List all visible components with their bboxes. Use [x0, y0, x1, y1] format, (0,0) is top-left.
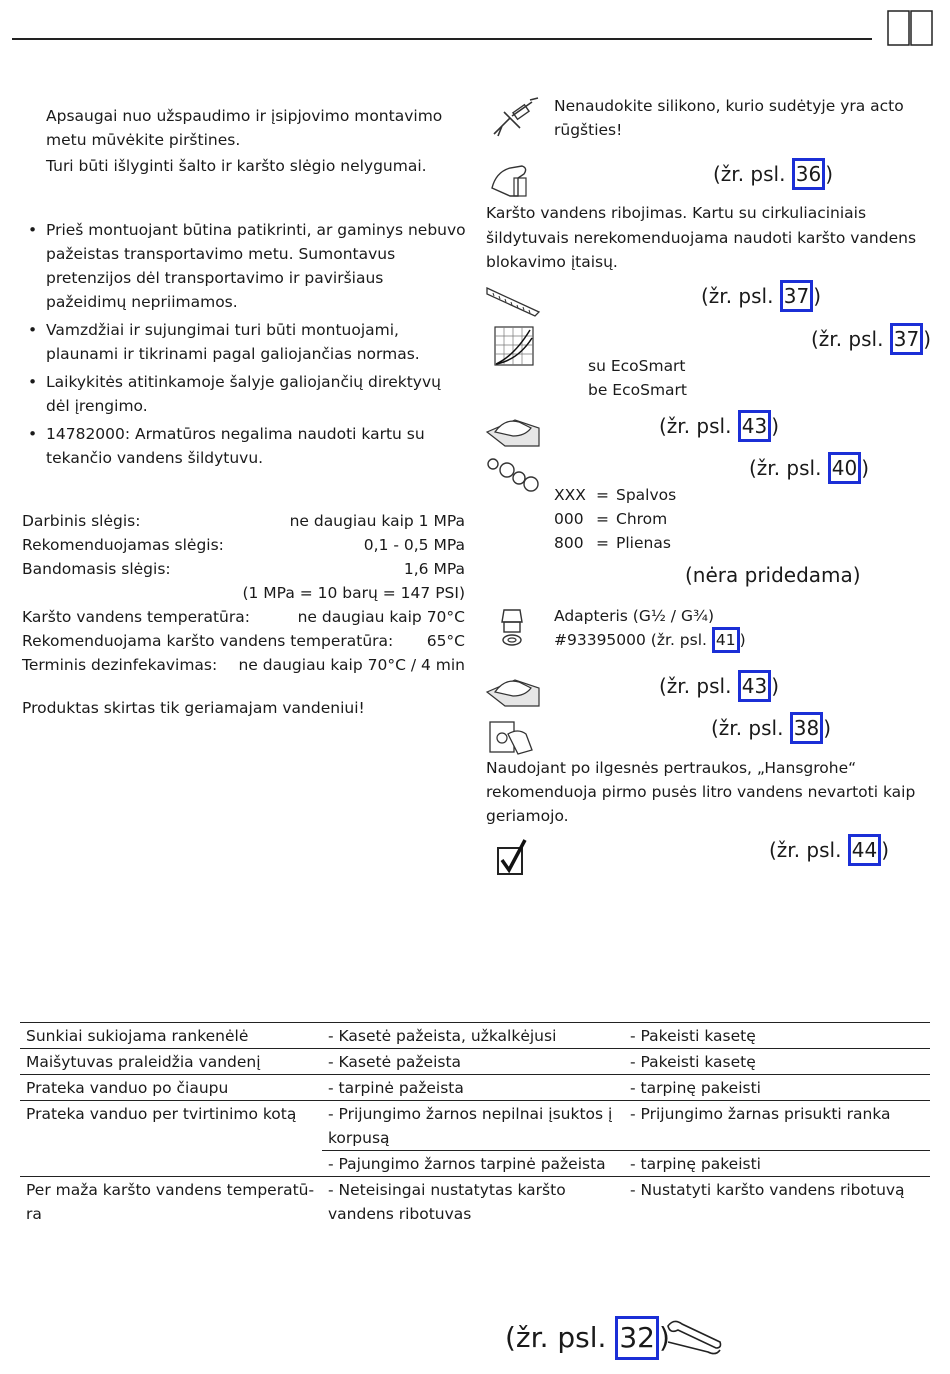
wrench-icon: [664, 1318, 724, 1356]
page-ref-37[interactable]: [701, 280, 821, 312]
usage-line-1: Naudojant po ilgesnės pertraukos, „Hansgrohe“: [486, 759, 857, 777]
checkbox-check-icon: [496, 838, 528, 876]
page-number[interactable]: 32: [615, 1316, 659, 1360]
color-code: 000: [554, 510, 584, 528]
spec-row: [22, 557, 465, 581]
cleaning-hand-icon: [485, 412, 541, 448]
hot-limit-line-3: blokavimo įtaisų.: [486, 253, 618, 271]
spec-value: ne daugiau kaip 1 MPa: [289, 512, 465, 530]
page-ref-43[interactable]: [659, 670, 779, 702]
safety-line-2: metu mūvėkite pirštines.: [46, 131, 241, 149]
flow-graph-icon: [494, 326, 534, 366]
safety-line-1: Apsaugai nuo užspaudimo ir įsipjovimo montavimo: [46, 107, 443, 125]
pressure-balance-note: Turi būti išlyginti šalto ir karšto slėgio nelygumai.: [46, 157, 427, 175]
cause-cell: - Pajungimo žarnos tarpinė pažeista: [322, 1151, 624, 1177]
ref-prefix: (žr. psl.: [505, 1321, 616, 1354]
table-row: [20, 1049, 930, 1075]
color-eq: =: [596, 510, 609, 528]
fault-cell: Prateka vanduo po čiaupu: [20, 1075, 322, 1101]
ref-prefix: (žr. psl.: [811, 327, 890, 351]
ref-prefix: (žr. psl.: [713, 162, 792, 186]
page-ref-38[interactable]: [711, 712, 831, 744]
page-ref-44[interactable]: [769, 834, 889, 866]
spec-label: Karšto vandens temperatūra:: [22, 608, 250, 626]
cause-cell: - Neteisingai nustatytas karšto vandens ribotuvas: [322, 1177, 624, 1227]
page-ref-43[interactable]: [659, 410, 779, 442]
page-ref-40[interactable]: [749, 452, 869, 484]
ecosmart-without: be EcoSmart: [588, 381, 687, 399]
cleaning-hand-icon: [485, 672, 541, 708]
ref-suffix: ): [771, 674, 780, 698]
spec-label: Bandomasis slėgis:: [22, 560, 171, 578]
ref-suffix: ): [813, 284, 822, 308]
bullet-1-line-1: Prieš montuojant būtina patikrinti, ar gaminys nebuvo: [46, 221, 466, 239]
ref-suffix: ): [881, 838, 890, 862]
color-name: Spalvos: [616, 486, 677, 504]
bullet-mark: •: [28, 425, 38, 443]
adapter-line-2: #93395000 (žr. psl.: [554, 631, 712, 649]
color-eq: =: [596, 486, 609, 504]
spec-value: 65°C: [426, 632, 465, 650]
page-number[interactable]: 40: [828, 452, 861, 484]
bullet-2-line-2: plaunami ir tikrinami pagal galiojančias normas.: [46, 345, 420, 363]
cause-cell: - Kasetė pažeista, užkalkėjusi: [322, 1023, 624, 1049]
page-ref-37[interactable]: [811, 323, 931, 355]
bullet-4-line-1: 14782000: Armatūros negalima naudoti kartu su: [46, 425, 425, 443]
usage-line-3: geriamojo.: [486, 807, 569, 825]
bullet-mark: •: [28, 321, 38, 339]
ref-suffix: ): [739, 631, 746, 649]
table-row: [20, 1075, 930, 1101]
remedy-cell: - tarpinę pakeisti: [624, 1075, 930, 1101]
color-code: XXX: [554, 486, 586, 504]
page-number[interactable]: 36: [792, 158, 825, 190]
ref-prefix: (žr. psl.: [769, 838, 848, 862]
fault-cell: [20, 1151, 322, 1177]
page-number[interactable]: 37: [780, 280, 813, 312]
fault-cell: Per maža karšto vandens temperatū-ra: [20, 1177, 322, 1227]
ref-prefix: (žr. psl.: [711, 716, 790, 740]
color-name: Plienas: [616, 534, 671, 552]
silicone-gun-icon: [490, 96, 542, 138]
ref-suffix: ): [923, 327, 932, 351]
spec-row: [22, 605, 465, 629]
fault-cell: Sunkiai sukiojama rankenėlė: [20, 1023, 322, 1049]
hot-limit-line-1: Karšto vandens ribojimas. Kartu su cirkuliaciniais: [486, 204, 867, 222]
spec-value: (1 MPa = 10 barų = 147 PSI): [242, 584, 465, 602]
spec-label: Terminis dezinfekavimas:: [22, 656, 218, 674]
page-number[interactable]: 41: [712, 627, 740, 653]
color-name: Chrom: [616, 510, 668, 528]
cause-cell: - tarpinė pažeista: [322, 1075, 624, 1101]
remedy-cell: - tarpinę pakeisti: [624, 1151, 930, 1177]
page-number[interactable]: 43: [738, 670, 771, 702]
remedy-cell: - Pakeisti kasetę: [624, 1049, 930, 1075]
remedy-cell: - Pakeisti kasetę: [624, 1023, 930, 1049]
not-included-note: (nėra pridedama): [685, 563, 861, 587]
spec-row: [22, 509, 465, 533]
adapter-icon: [498, 606, 526, 648]
adapter-ref[interactable]: [554, 627, 746, 653]
bullet-1-line-4: pažeidimų nepriimamos.: [46, 293, 238, 311]
spec-value: ne daugiau kaip 70°C: [297, 608, 465, 626]
troubleshooting-table: [20, 1022, 930, 1226]
spec-label: Rekomenduojamas slėgis:: [22, 536, 224, 554]
silicone-warning-line-1: Nenaudokite silikono, kurio sudėtyje yra acto: [554, 97, 904, 115]
table-row: [20, 1101, 930, 1151]
ref-prefix: (žr. psl.: [659, 674, 738, 698]
fault-cell: Prateka vanduo per tvirtinimo kotą: [20, 1101, 322, 1151]
page-ref-32[interactable]: [505, 1316, 670, 1360]
usage-line-2: rekomenduoja pirmo pusės litro vandens nevartoti kaip: [486, 783, 916, 801]
spec-value: 1,6 MPa: [403, 560, 465, 578]
ref-suffix: ): [771, 414, 780, 438]
bullet-1-line-2: pažeistas transportavimo metu. Sumontavus: [46, 245, 396, 263]
ecosmart-with: su EcoSmart: [588, 357, 686, 375]
ref-prefix: (žr. psl.: [749, 456, 828, 480]
bullet-mark: •: [28, 221, 38, 239]
handle-operate-icon: [488, 714, 536, 756]
cause-cell: - Prijungimo žarnos nepilnai įsuktos į korpusą: [322, 1101, 624, 1151]
bullet-2-line-1: Vamzdžiai ir sujungimai turi būti montuojami,: [46, 321, 399, 339]
ref-suffix: ): [861, 456, 870, 480]
spec-row: [22, 581, 465, 605]
hand-adjust-icon: [488, 160, 534, 200]
page-ref-36[interactable]: [713, 158, 833, 190]
table-row: [20, 1177, 930, 1227]
bullet-4-line-2: tekančio vandens šildytuvu.: [46, 449, 264, 467]
spec-row: [22, 653, 465, 677]
drinking-water-note: Produktas skirtas tik geriamajam vandeniui!: [22, 699, 365, 717]
adapter-line-1: Adapteris (G½ / G¾): [554, 607, 715, 625]
remedy-cell: - Nustatyti karšto vandens ribotuvą: [624, 1177, 930, 1227]
ref-suffix: ): [658, 1321, 670, 1354]
ref-suffix: ): [825, 162, 834, 186]
spec-label: Darbinis slėgis:: [22, 512, 141, 530]
bullet-mark: •: [28, 373, 38, 391]
color-code: 800: [554, 534, 584, 552]
bullet-1-line-3: pretenzijos dėl transportavimo ir paviršiaus: [46, 269, 384, 287]
page-number[interactable]: 43: [738, 410, 771, 442]
silicone-warning-line-2: rūgšties!: [554, 121, 623, 139]
table-row: [20, 1023, 930, 1049]
page-number[interactable]: 44: [848, 834, 881, 866]
spec-row: [22, 629, 465, 653]
spec-row: [22, 533, 465, 557]
ruler-icon: [485, 284, 541, 318]
remedy-cell: - Prijungimo žarnas prisukti ranka: [624, 1101, 930, 1151]
spec-value: 0,1 - 0,5 MPa: [363, 536, 465, 554]
fault-cell: Maišytuvas praleidžia vandenį: [20, 1049, 322, 1075]
top-rule: [12, 38, 872, 40]
fittings-icon: [485, 456, 543, 494]
spec-label: Rekomenduojama karšto vandens temperatūra:: [22, 632, 394, 650]
page-number[interactable]: 38: [790, 712, 823, 744]
page-number[interactable]: 37: [890, 323, 923, 355]
table-row: [20, 1151, 930, 1177]
ref-prefix: (žr. psl.: [659, 414, 738, 438]
ref-suffix: ): [823, 716, 832, 740]
book-icon: [887, 10, 933, 46]
color-eq: =: [596, 534, 609, 552]
bullet-3-line-1: Laikykitės atitinkamoje šalyje galiojančių direktyvų: [46, 373, 441, 391]
hot-limit-line-2: šildytuvais nerekomenduojama naudoti karšto vandens: [486, 229, 917, 247]
ref-prefix: (žr. psl.: [701, 284, 780, 308]
bullet-3-line-2: dėl įrengimo.: [46, 397, 148, 415]
cause-cell: - Kasetė pažeista: [322, 1049, 624, 1075]
spec-value: ne daugiau kaip 70°C / 4 min: [238, 656, 465, 674]
